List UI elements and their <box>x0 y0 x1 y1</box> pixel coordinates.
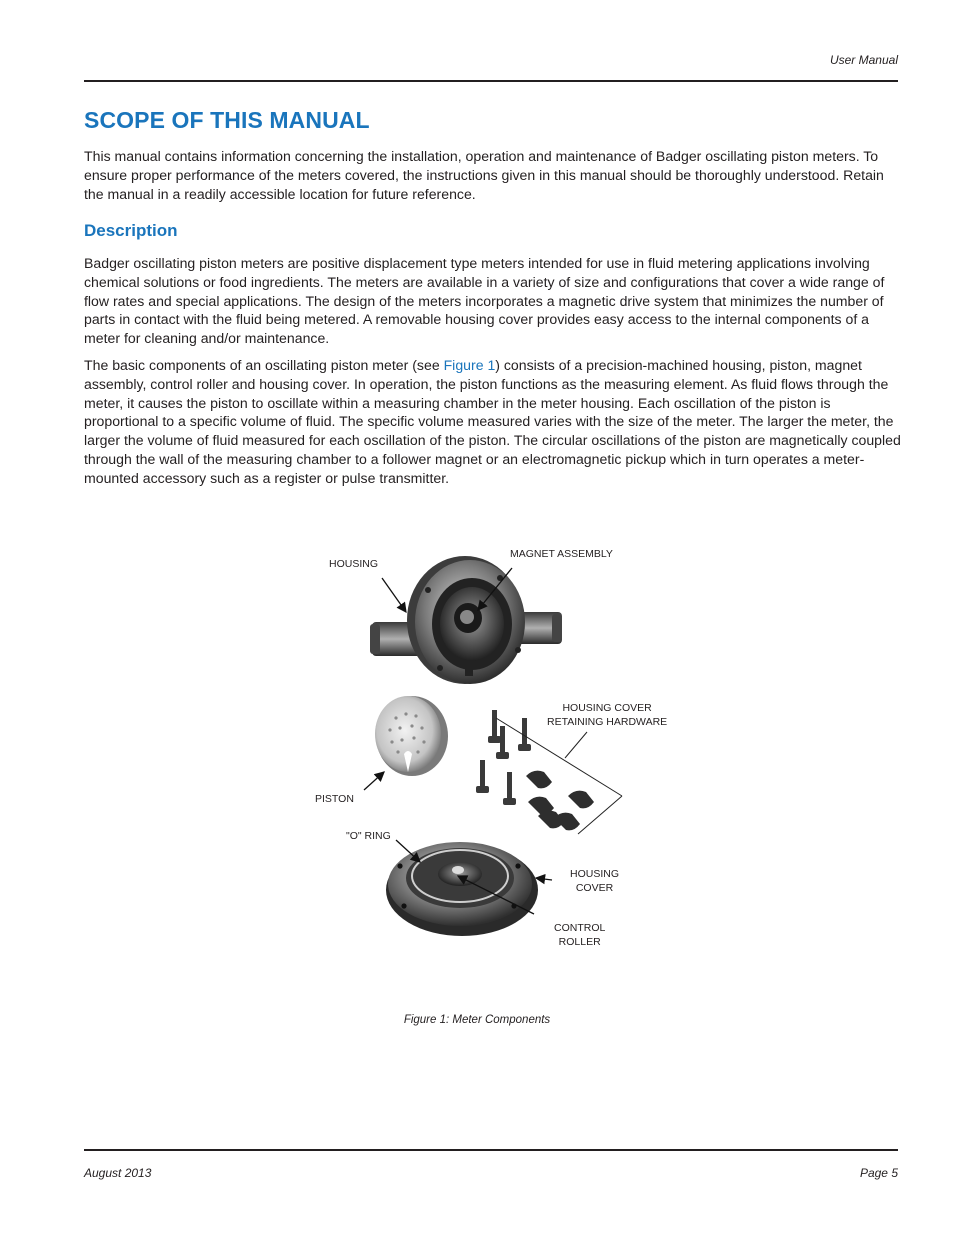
meter-components-figure <box>300 540 670 960</box>
description-paragraph-2 <box>84 356 902 488</box>
figure-caption: Figure 1: Meter Components <box>403 1014 551 1026</box>
clamps-image <box>526 771 594 831</box>
housing-cover-image <box>386 842 538 936</box>
footer-page-number: Page 5 <box>859 1166 898 1180</box>
piston-image <box>375 696 448 776</box>
footer-date: August 2013 <box>84 1166 152 1180</box>
label-roller-line2: ROLLER <box>558 936 601 948</box>
description-paragraph-1: Badger oscillating piston meters are positive displacement type meters intended for use in fluid metering applications involving chemical solutions or food ingredients. The meters are available in a variety of size and configurations that cover a wide range of flow rates and special applications. The design of the meters incorporates a magnetic drive system that minimizes the number of parts in contact with the fluid being metered. A removable housing cover provides easy access to the internal components of a meter for cleaning and/or maintenance. <box>84 255 885 347</box>
para2-text-after: ) consists of a precision-machined housing, piston, magnet assembly, control roller and housing cover. In operation, the piston functions as the measuring element. As fluid flows through the meter, it causes the piston to oscillate within a measuring chamber in the meter housing. Each oscillation of the piston is proportional to a specific volume of fluid. The specific volume measured varies with the size of the meter. The larger the meter, the larger the volume of fluid measured for each oscillation of the piston. The circular oscillations of the piston are magnetically coupled through the wall of the measuring chamber to a follower magnet or an electromagnetic pickup which in turn operates a meter-mounted accessory such as a register or pulse transmitter. <box>84 357 901 486</box>
label-housing-cover <box>570 867 619 895</box>
label-piston: PISTON <box>315 793 354 805</box>
label-retaining-line2: RETAINING HARDWARE <box>547 716 668 728</box>
figure-1-link[interactable]: Figure 1 <box>443 357 496 373</box>
footer-rule <box>84 1149 898 1151</box>
label-retaining-line1: HOUSING COVER <box>562 702 652 714</box>
description-heading: Description <box>84 221 178 240</box>
intro-paragraph: This manual contains information concerning the installation, operation and maintenance of Badger oscillating piston meters. To ensure proper performance of the meters covered, the instructions given in this manual should be thoroughly understood. Retain the manual in a readily accessible location for future reference. <box>84 148 884 202</box>
para2-text-before: The basic components of an oscillating piston meter (see <box>84 357 444 373</box>
label-o-ring: "O" RING <box>346 830 391 842</box>
housing-image <box>370 556 562 684</box>
label-housing: HOUSING <box>329 558 379 570</box>
label-retaining-hardware <box>547 701 667 729</box>
header-label: User Manual <box>829 53 898 67</box>
bolts-image <box>476 710 531 805</box>
label-cover-line1: HOUSING <box>570 868 620 880</box>
label-cover-line2: COVER <box>575 882 614 894</box>
header-rule <box>84 80 898 82</box>
page-title: SCOPE OF THIS MANUAL <box>84 107 370 133</box>
meter-components-illustration <box>300 540 670 960</box>
label-magnet-assembly: MAGNET ASSEMBLY <box>510 548 613 560</box>
label-control-roller <box>554 921 605 949</box>
label-roller-line1: CONTROL <box>554 922 606 934</box>
